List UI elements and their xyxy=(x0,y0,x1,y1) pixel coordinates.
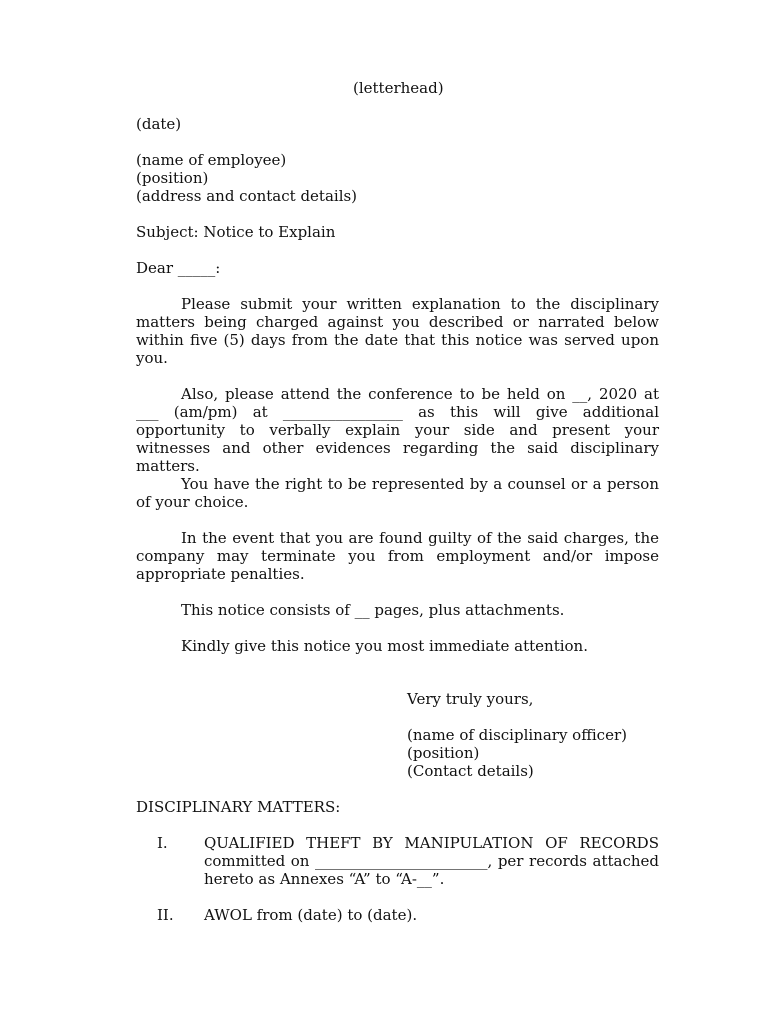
signatory-name: (name of disciplinary officer) xyxy=(407,726,627,744)
matter-numeral: II. xyxy=(157,906,174,924)
recipient-position: (position) xyxy=(136,169,209,187)
letterhead-placeholder: (letterhead) xyxy=(353,79,444,97)
letter-date: (date) xyxy=(136,115,182,133)
signatory-contact: (Contact details) xyxy=(407,762,534,780)
matter-text: QUALIFIED THEFT BY MANIPULATION OF RECORDS committed on _______________________, per records attached hereto as Annexes “A” to “A-__”. xyxy=(204,834,659,888)
paragraph-written-explanation: Please submit your written explanation to the disciplinary matters being charged against you described or narrated below within five (5) days from the date that this notice was served upon you. xyxy=(136,295,659,367)
paragraph-conference: Also, please attend the conference to be held on __, 2020 at ___ (am/pm) at ________________ as this will give additional opportunity to verbally explain your side and present your witnesses and other evidences regarding the said disciplinary matters. xyxy=(136,385,659,475)
paragraph-penalties: In the event that you are found guilty of the said charges, the company may terminate you from employment and/or impose appropriate penalties. xyxy=(136,529,659,583)
recipient-name: (name of employee) xyxy=(136,151,287,169)
matters-heading: DISCIPLINARY MATTERS: xyxy=(136,798,341,816)
recipient-address: (address and contact details) xyxy=(136,187,358,205)
paragraph-right-to-counsel: You have the right to be represented by a counsel or a person of your choice. xyxy=(136,475,659,511)
letter-closing: Very truly yours, xyxy=(407,690,534,708)
matter-numeral: I. xyxy=(157,834,168,852)
matter-text: AWOL from (date) to (date). xyxy=(204,906,418,924)
letter-subject: Subject: Notice to Explain xyxy=(136,223,336,241)
paragraph-attention: Kindly give this notice you most immediate attention. xyxy=(181,637,588,655)
signatory-position: (position) xyxy=(407,744,480,762)
letter-salutation: Dear _____: xyxy=(136,259,221,277)
paragraph-page-count: This notice consists of __ pages, plus attachments. xyxy=(181,601,565,619)
